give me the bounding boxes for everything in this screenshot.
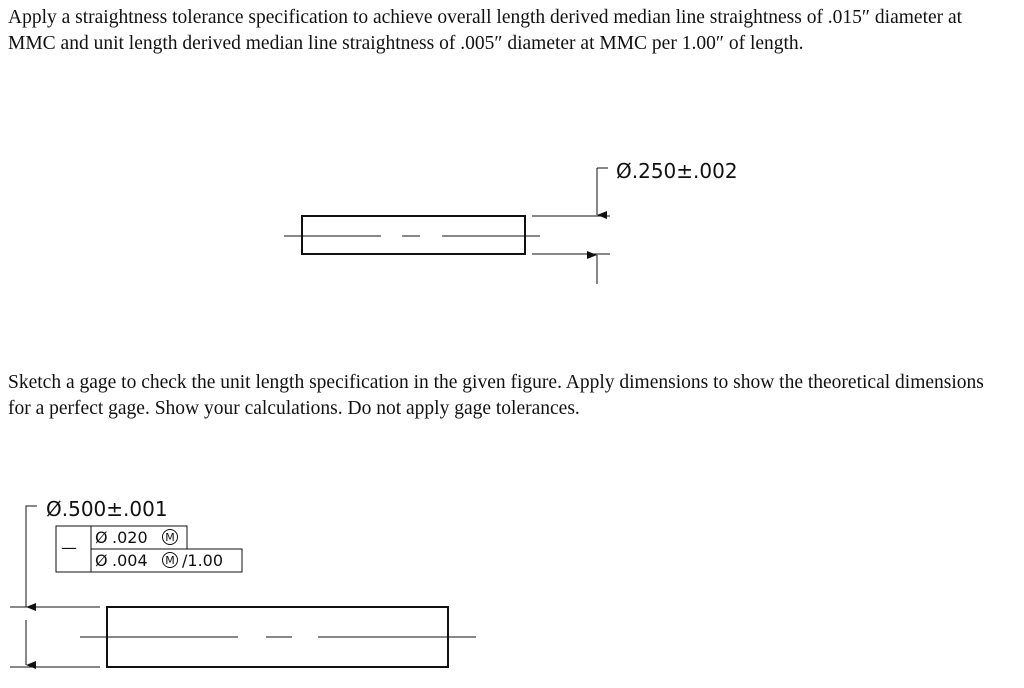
figure-1-diameter-dimension	[616, 159, 738, 183]
diameter-value: .250±.002	[631, 159, 738, 183]
diameter-symbol: Ø	[46, 497, 62, 521]
figure-1-extension-lines	[532, 216, 610, 254]
fcf-row-1-tolerance: .020	[112, 528, 148, 547]
figure-2	[10, 497, 476, 667]
fcf-row-2-mmc-modifier: M	[165, 554, 175, 567]
figure-2-leader	[26, 506, 37, 515]
problem-2-text: Sketch a gage to check the unit length specification in the given figure. Apply dimensions to show the theoretical dimensions for a perfect gage. Show your calculations. Do not apply gage tolerances.	[8, 372, 984, 419]
fcf-row-1-mmc-modifier: M	[165, 531, 175, 544]
diameter-value: .500±.001	[61, 497, 168, 521]
fcf-row-1-diameter-symbol: Ø	[95, 528, 108, 547]
fcf-row-2-tolerance: .004	[112, 551, 148, 570]
fcf-row-2-unit-length: /1.00	[182, 551, 224, 570]
straightness-symbol: —	[61, 538, 77, 557]
problem-1-text: Apply a straightness tolerance specification to achieve overall length derived median line straightness of .015″ diameter at MMC and unit length derived median line straightness of .005″ diameter at MMC per 1.00″ of length.	[8, 7, 963, 54]
diameter-symbol: Ø	[616, 159, 632, 183]
figure-1	[284, 159, 738, 284]
fcf-row-2-diameter-symbol: Ø	[95, 551, 108, 570]
figure-2-diameter-dimension	[46, 497, 168, 521]
figure-1-pin-outline	[302, 216, 525, 254]
